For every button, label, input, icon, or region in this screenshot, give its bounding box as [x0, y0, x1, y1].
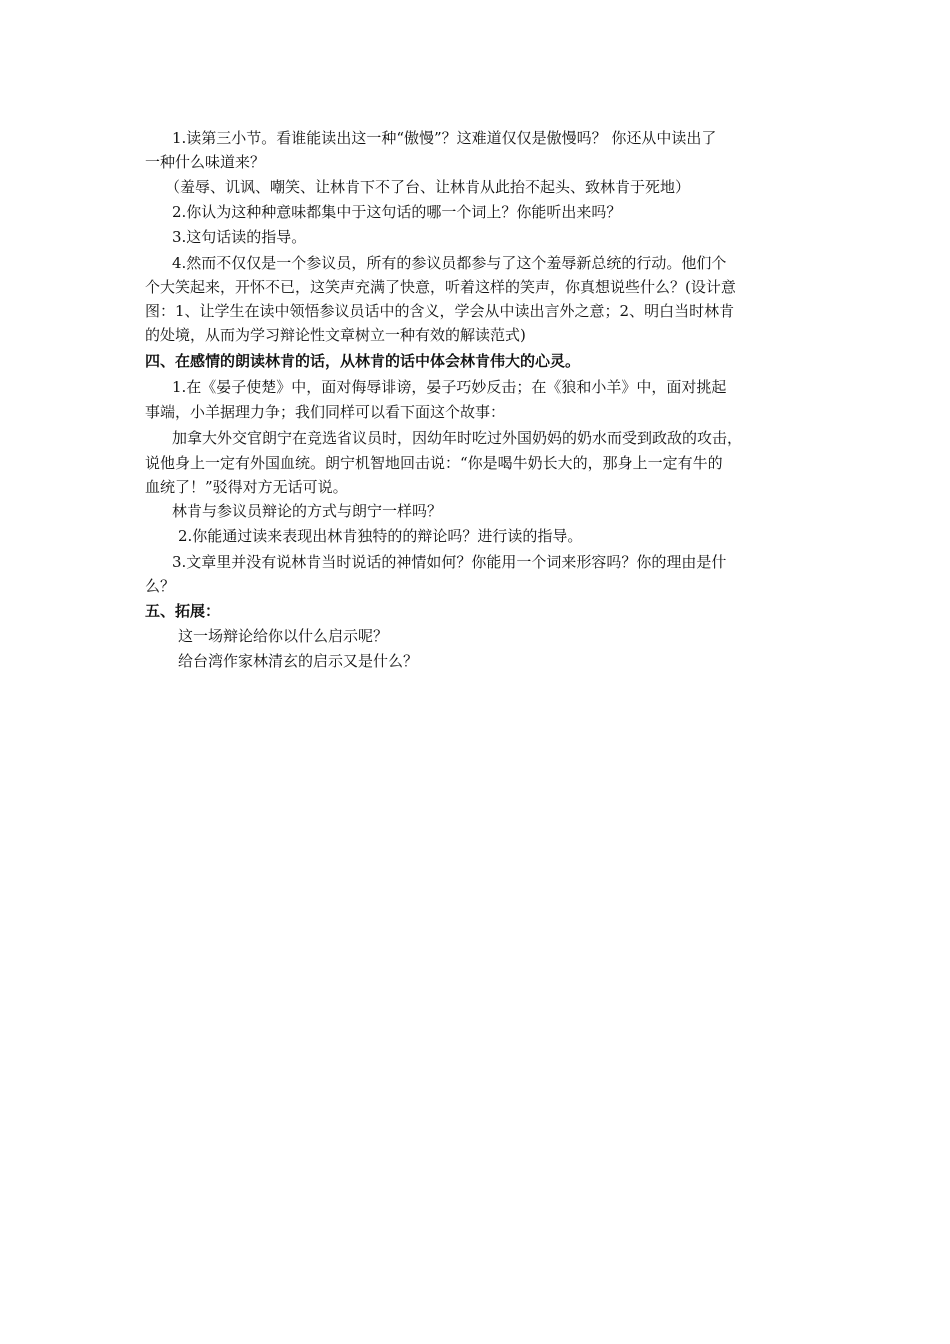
text-line: 4.然而不仅仅是一个参议员，所有的参议员都参与了这个羞辱新总统的行动。他们个	[172, 254, 727, 272]
text-line: 说他身上一定有外国血统。朗宁机智地回击说：“你是喝牛奶长大的，那身上一定有牛的	[145, 454, 723, 472]
text-line: 3.文章里并没有说林肯当时说话的神情如何？你能用一个词来形容吗？你的理由是什	[172, 553, 727, 571]
text-line: 1.读第三小节。看谁能读出这一种“傲慢”？这难道仅仅是傲慢吗？ 你还从中读出了	[172, 129, 717, 147]
text-line: （羞辱、讥讽、嘲笑、让林肯下不了台、让林肯从此抬不起头、致林肯于死地）	[165, 178, 691, 196]
text-line: 这一场辩论给你以什么启示呢？	[178, 627, 389, 645]
text-line: 血统了！”驳得对方无话可说。	[145, 478, 348, 496]
text-line: 个大笑起来，开怀不已，这笑声充满了快意，听着这样的笑声，你真想说些什么？(设计意	[145, 278, 736, 296]
text-line: 3.这句话读的指导。	[172, 228, 307, 246]
text-line: 1.在《晏子使楚》中，面对侮辱诽谤，晏子巧妙反击；在《狼和小羊》中，面对挑起	[172, 378, 727, 396]
text-line: 的处境，从而为学习辩论性文章树立一种有效的解读范式)	[145, 326, 526, 344]
text-line: 给台湾作家林清玄的启示又是什么？	[178, 652, 419, 670]
text-line: 一种什么味道来？	[145, 153, 266, 171]
text-line: 事端，小羊据理力争；我们同样可以看下面这个故事：	[145, 403, 506, 421]
text-line: 林肯与参议员辩论的方式与朗宁一样吗？	[172, 502, 443, 520]
text-line: 2.你认为这种种意味都集中于这句话的哪一个词上？你能听出来吗？	[172, 203, 622, 221]
text-line: 图：1、让学生在读中领悟参议员话中的含义，学会从中读出言外之意；2、明白当时林肯	[145, 302, 735, 320]
text-line: 加拿大外交官朗宁在竞选省议员时，因幼年时吃过外国奶妈的奶水而受到政敌的攻击，	[172, 429, 743, 447]
section-heading: 五、拓展：	[145, 602, 221, 620]
section-heading: 四、在感情的朗读林肯的话，从林肯的话中体会林肯伟大的心灵。	[145, 352, 581, 370]
text-line: 么？	[145, 577, 176, 595]
text-line: 2.你能通过读来表现出林肯独特的的辩论吗？进行读的指导。	[178, 527, 583, 545]
